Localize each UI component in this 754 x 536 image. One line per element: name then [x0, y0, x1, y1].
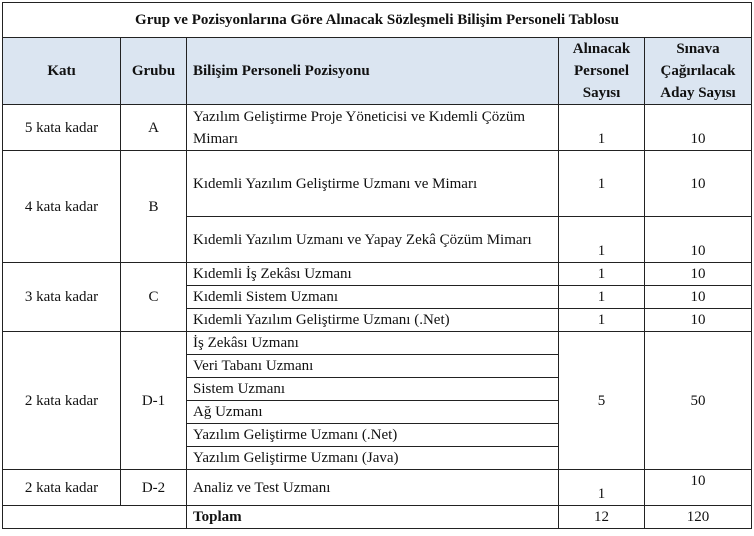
kat-cell: 3 kata kadar	[3, 263, 121, 332]
position-cell: Yazılım Geliştirme Uzmanı (.Net)	[187, 424, 559, 447]
personnel-table	[2, 2, 752, 529]
sinava-cell: 50	[645, 332, 752, 470]
table-row	[3, 105, 752, 151]
table-row	[3, 151, 752, 217]
position-cell: Kıdemli Yazılım Geliştirme Uzmanı (.Net)	[187, 309, 559, 332]
position-cell: Yazılım Geliştirme Proje Yöneticisi ve Kıdemli Çözüm Mimarı	[187, 105, 559, 151]
position-cell: Kıdemli Yazılım Geliştirme Uzmanı ve Mimarı	[187, 151, 559, 217]
alinacak-cell: 1	[559, 217, 645, 263]
sinava-cell: 10	[645, 470, 752, 506]
position-cell: Analiz ve Test Uzmanı	[187, 470, 559, 506]
table-row	[3, 332, 752, 355]
total-label: Toplam	[187, 506, 559, 529]
total-row	[3, 506, 752, 529]
kat-cell: 2 kata kadar	[3, 332, 121, 470]
total-blank-cell	[3, 506, 187, 529]
header-alinacak: Alınacak Personel Sayısı	[559, 38, 645, 105]
position-cell: Kıdemli Yazılım Uzmanı ve Yapay Zekâ Çözüm Mimarı	[187, 217, 559, 263]
position-cell: Ağ Uzmanı	[187, 401, 559, 424]
table-container	[2, 2, 751, 529]
sinava-cell: 10	[645, 309, 752, 332]
kat-cell: 5 kata kadar	[3, 105, 121, 151]
position-cell: Yazılım Geliştirme Uzmanı (Java)	[187, 447, 559, 470]
grup-cell: B	[121, 151, 187, 263]
sinava-cell: 10	[645, 263, 752, 286]
kat-cell: 2 kata kadar	[3, 470, 121, 506]
grup-cell: C	[121, 263, 187, 332]
alinacak-cell: 1	[559, 470, 645, 506]
total-alinacak: 12	[559, 506, 645, 529]
position-cell: İş Zekâsı Uzmanı	[187, 332, 559, 355]
table-title: Grup ve Pozisyonlarına Göre Alınacak Sözleşmeli Bilişim Personeli Tablosu	[3, 3, 752, 38]
position-cell: Veri Tabanı Uzmanı	[187, 355, 559, 378]
sinava-cell: 10	[645, 217, 752, 263]
alinacak-cell: 1	[559, 286, 645, 309]
table-row	[3, 470, 752, 506]
table-row	[3, 263, 752, 286]
kat-cell: 4 kata kadar	[3, 151, 121, 263]
alinacak-cell: 1	[559, 263, 645, 286]
total-sinava: 120	[645, 506, 752, 529]
sinava-cell: 10	[645, 151, 752, 217]
grup-cell: D-1	[121, 332, 187, 470]
sinava-cell: 10	[645, 105, 752, 151]
alinacak-cell: 1	[559, 151, 645, 217]
header-pozisyon: Bilişim Personeli Pozisyonu	[187, 38, 559, 105]
position-cell: Kıdemli Sistem Uzmanı	[187, 286, 559, 309]
alinacak-cell: 5	[559, 332, 645, 470]
alinacak-cell: 1	[559, 309, 645, 332]
position-cell: Kıdemli İş Zekâsı Uzmanı	[187, 263, 559, 286]
position-cell: Sistem Uzmanı	[187, 378, 559, 401]
alinacak-cell: 1	[559, 105, 645, 151]
header-sinava: Sınava Çağırılacak Aday Sayısı	[645, 38, 752, 105]
sinava-cell: 10	[645, 286, 752, 309]
header-grubu: Grubu	[121, 38, 187, 105]
grup-cell: D-2	[121, 470, 187, 506]
header-kati: Katı	[3, 38, 121, 105]
grup-cell: A	[121, 105, 187, 151]
